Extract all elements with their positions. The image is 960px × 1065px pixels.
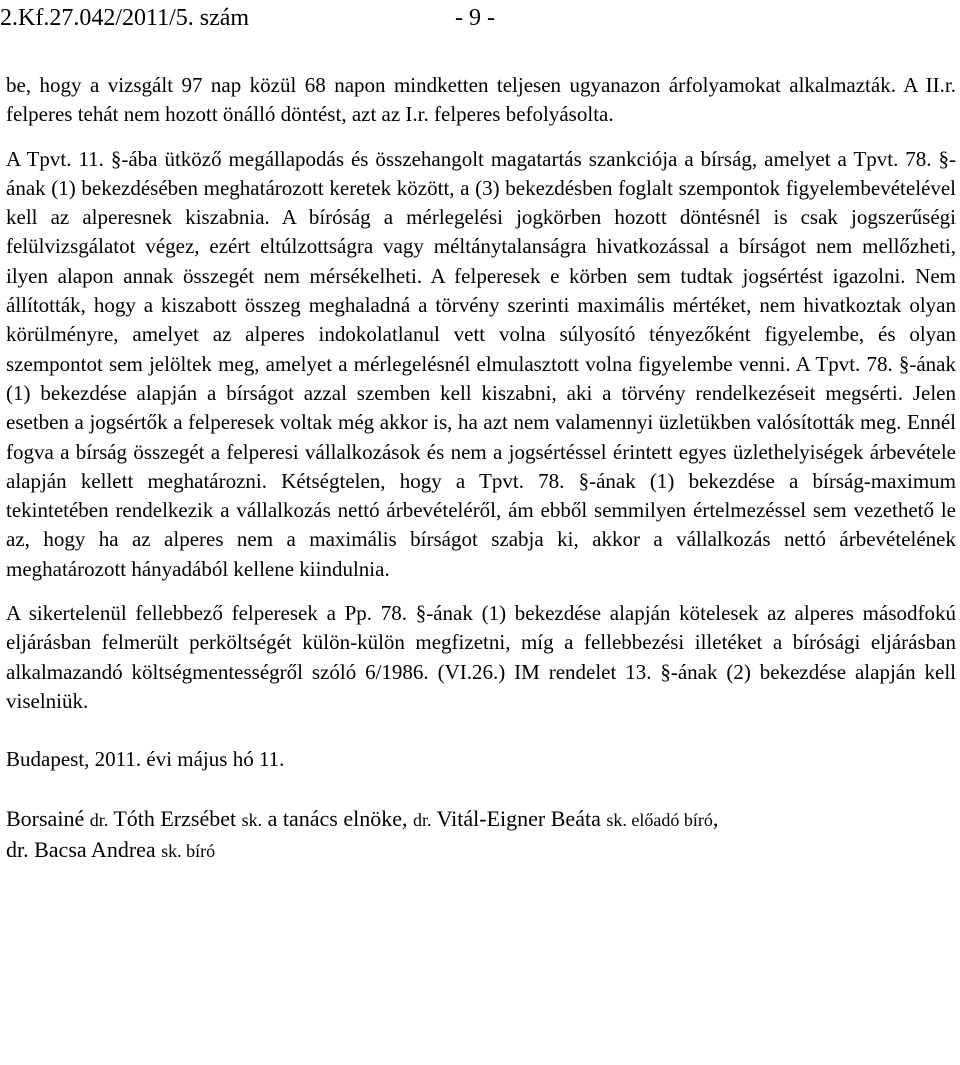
paragraph-continuation: be, hogy a vizsgált 97 nap közül 68 napon mindketten teljesen ugyanazon árfolyamokat alkalmazták. A II.r. felperes tehát nem hozott önálló döntést, azt az I.r. felperes befolyásolta. (6, 73, 956, 127)
signature-abbrev: dr. (413, 809, 432, 830)
signature-text: Tóth Erzsébet (108, 805, 242, 831)
signature-line-2 (6, 835, 956, 866)
signature-abbrev: dr. (89, 809, 109, 830)
signature-text: Borsainé (6, 805, 90, 831)
place-and-date: Budapest, 2011. évi május hó 11. (6, 747, 285, 772)
signature-text: a tanács elnöke, (262, 805, 413, 831)
page-number: - 9 - (455, 5, 495, 31)
document-body (6, 71, 956, 866)
signature-line-1 (6, 804, 956, 835)
paragraph-fine-assessment: A Tpvt. 11. §-ába ütköző megállapodás és összehangolt magatartás szankciója a bírság, amelyet a Tpvt. 78. §-ának (1) bekezdésében meghatározott keretek között, a (3) bekezdésben foglalt szempontok figyelembevételével kell az alperesnek kiszabnia. A bíróság a mérlegelési jogkörben hozott döntésnél is csak jogszerűségi felülvizsgálatot végez, ezért eltúlzottságra vagy méltánytalanságra hivatkozással a bírságot nem mellőzheti, ilyen alapon annak összegét nem mérsékelheti. A felperesek e körben sem tudtak jogsértést igazolni. Nem állították, hogy a kiszabott összeg meghaladná a törvény szerinti maximális mértéket, nem hivatkoztak olyan körülményre, amelyet az alperes indokolatlanul vett volna súlyosító tényezőként figyelembe, és olyan szempontot sem jelöltek meg, amelyet a mérlegelésnél elmulasztott volna figyelembe venni. A Tpvt. 78. §-ának (1) bekezdése alapján a bírságot azzal szemben kell kiszabni, aki a törvény rendelkezéseit megsérti. Jelen esetben a jogsértők a felperesek voltak még akkor is, ha azt nem valamennyi üzletükben valósították meg. Ennél fogva a bírság összegét a felperesi vállalkozások és nem a jogsértéssel érintett egyes üzlethelyiségek árbevétele alapján kellett meghatározni. Kétségtelen, hogy a Tpvt. 78. §-ának (1) bekezdése a bírság-maximum tekintetében rendelkezik a vállalkozás nettó árbevételéről, ám ebből semmilyen értelmezéssel sem vezethető le az, hogy ha az alperes nem a maximális bírságot szabja ki, akkor a vállalkozás nettó árbevételének meghatározott hányadából kellene kiindulnia. (6, 146, 956, 581)
signature-abbrev: sk. bíró (161, 840, 216, 861)
signature-text: , (712, 805, 719, 831)
paragraph-costs: A sikertelenül fellebbező felperesek a Pp. 78. §-ának (1) bekezdése alapján kötelesek az alperes másodfokú eljárásban felmerült perköltségét külön-külön megfizetni, míg a fellebbezési illetéket a bírósági eljárásban alkalmazandó költségmentességről szóló 6/1986. (VI.26.) IM rendelet 13. §-ának (2) bekezdése alapján kell viselniük. (6, 601, 956, 713)
signature-abbrev: sk. előadó bíró (606, 809, 713, 830)
case-number: 2.Kf.27.042/2011/5. szám (0, 5, 250, 31)
signature-abbrev: sk. (241, 809, 263, 830)
signature-text: dr. Bacsa Andrea (6, 836, 162, 862)
signature-text: Vitál-Eigner Beáta (431, 805, 607, 831)
